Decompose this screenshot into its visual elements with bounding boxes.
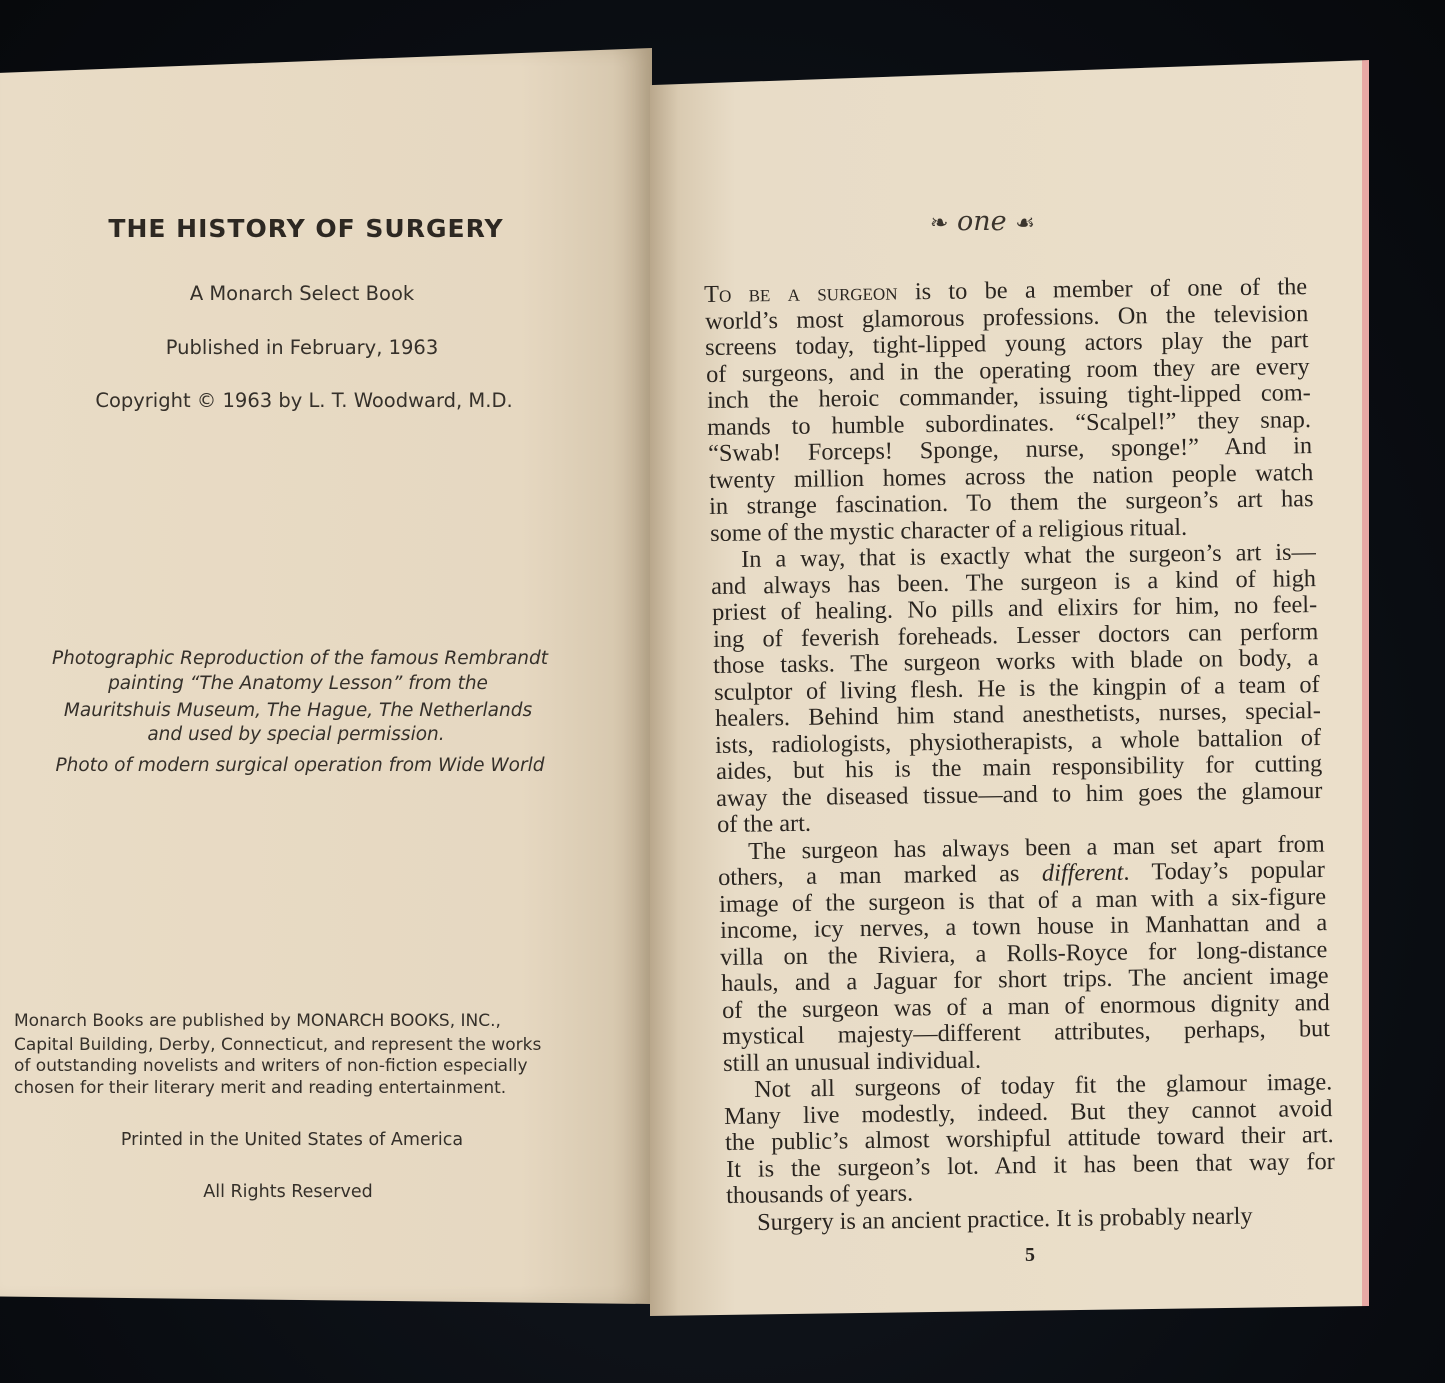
chapter-label: one <box>957 206 1007 237</box>
body-text-line: healers. Behind him stand anesthetists, nurses, special- <box>714 697 1321 733</box>
body-text-line: villa on the Riviera, a Rolls-Royce for long-distance <box>720 935 1328 971</box>
body-text-line: hauls, and a Jaguar for short trips. The ancient image <box>721 962 1329 998</box>
body-text-line: Many live modestly, indeed. But they cannot avoid <box>724 1094 1333 1130</box>
printed-line: Printed in the United States of America <box>120 1130 464 1150</box>
body-text-line: inch the heroic commander, issuing tight-lipped com- <box>706 379 1311 415</box>
page-number: 5 <box>1025 1244 1035 1266</box>
series-line: A Monarch Select Book <box>189 282 415 305</box>
photo-credit-line: Mauritshuis Museum, The Hague, The Netherlands <box>63 700 533 721</box>
body-text-line: twenty million homes across the nation people watch <box>708 458 1314 494</box>
photo-credit-line: Photographic Reproduction of the famous Rembrandt <box>51 648 549 669</box>
published-line: Published in February, 1963 <box>165 336 439 359</box>
chapter-heading <box>930 206 1035 237</box>
body-text-line: the public’s almost worshipful attitude toward their art. <box>724 1121 1334 1157</box>
body-text-line: sculptor of living flesh. He is the kingpin of a team of <box>713 670 1320 706</box>
body-text-line: in strange fascination. To them the surgeon’s art has <box>709 485 1314 521</box>
body-text-line: some of the mystic character of a religious ritual. <box>709 513 1188 547</box>
body-text-line: It is the surgeon’s lot. And it has been that way for <box>725 1148 1335 1183</box>
body-text-line: Not all surgeons of today fit the glamour image. <box>753 1068 1333 1104</box>
body-text-line: screens today, tight-lipped young actors play the part <box>705 326 1309 362</box>
body-text-line: Surgery is an ancient practice. It is probably nearly <box>756 1202 1253 1236</box>
body-text-line: and always has been. The surgeon is a kind of high <box>711 564 1317 600</box>
publisher-line: chosen for their literary merit and reading entertainment. <box>14 1078 507 1098</box>
body-text-line: ists, radiologists, physiotherapists, a whole battalion of <box>715 723 1322 759</box>
body-text-line: of the art. <box>717 810 812 839</box>
body-text-line: world’s most glamorous professions. On the television <box>704 299 1309 335</box>
body-text-line: away the diseased tissue—and to him goes the glamour <box>716 776 1324 812</box>
body-text-line: of the surgeon was of a man of enormous dignity and <box>721 988 1330 1024</box>
ornament-left-icon: ❧ <box>930 211 949 236</box>
body-text-line: those tasks. The surgeon works with blade on body, a <box>713 644 1319 680</box>
ornament-right-icon: ☙ <box>1015 211 1035 236</box>
body-text-line: mystical majesty—different attributes, perhaps, but <box>722 1015 1331 1051</box>
body-text-line: thousands of years. <box>726 1180 914 1210</box>
opening-small-caps: To be a surgeon <box>703 278 898 308</box>
body-text-line: income, icy nerves, a town house in Manhattan and a <box>719 909 1328 945</box>
publisher-line: of outstanding novelists and writers of non-fiction especially <box>14 1056 528 1076</box>
body-text-line: mands to humble subordinates. “Scalpel!” they snap. <box>707 405 1312 441</box>
body-text-line: image of the surgeon is that of a man with a six-figure <box>719 882 1327 918</box>
body-text-line: aides, but his is the main responsibility for cutting <box>715 750 1323 786</box>
body-text-line: priest of healing. No pills and elixirs for him, no feel- <box>711 591 1318 627</box>
body-text-line: To be a surgeon is to be a member of one of the <box>703 273 1308 308</box>
photo-credit-line: painting “The Anatomy Lesson” from the <box>108 673 488 694</box>
copyright-line: Copyright © 1963 by L. T. Woodward, M.D. <box>95 389 513 412</box>
body-text-line: “Swab! Forceps! Sponge, nurse, sponge!” And in <box>707 432 1313 468</box>
book-title: THE HISTORY OF SURGERY <box>108 214 504 243</box>
body-text-line: others, a man marked as different. Today’s popular <box>718 856 1326 892</box>
body-text-line: The surgeon has always been a man set apart from <box>747 830 1325 865</box>
body-text-line: still an unusual individual. <box>723 1046 982 1077</box>
publisher-line: Monarch Books are published by MONARCH BOOKS, INC., <box>14 1011 501 1031</box>
italic-emphasis: different <box>1042 859 1124 888</box>
body-text-line: In a way, that is exactly what the surgeon’s art is— <box>740 538 1316 574</box>
publisher-line: Capital Building, Derby, Connecticut, and represent the works <box>14 1035 542 1055</box>
photo-credit-line: Photo of modern surgical operation from Wide World <box>55 755 545 776</box>
body-text-line: of surgeons, and in the operating room they are every <box>705 352 1310 388</box>
rights-line: All Rights Reserved <box>203 1182 373 1202</box>
body-text-line: ing of feverish foreheads. Lesser doctors can perform <box>712 617 1319 653</box>
photo-credit-line: and used by special permission. <box>147 724 445 745</box>
